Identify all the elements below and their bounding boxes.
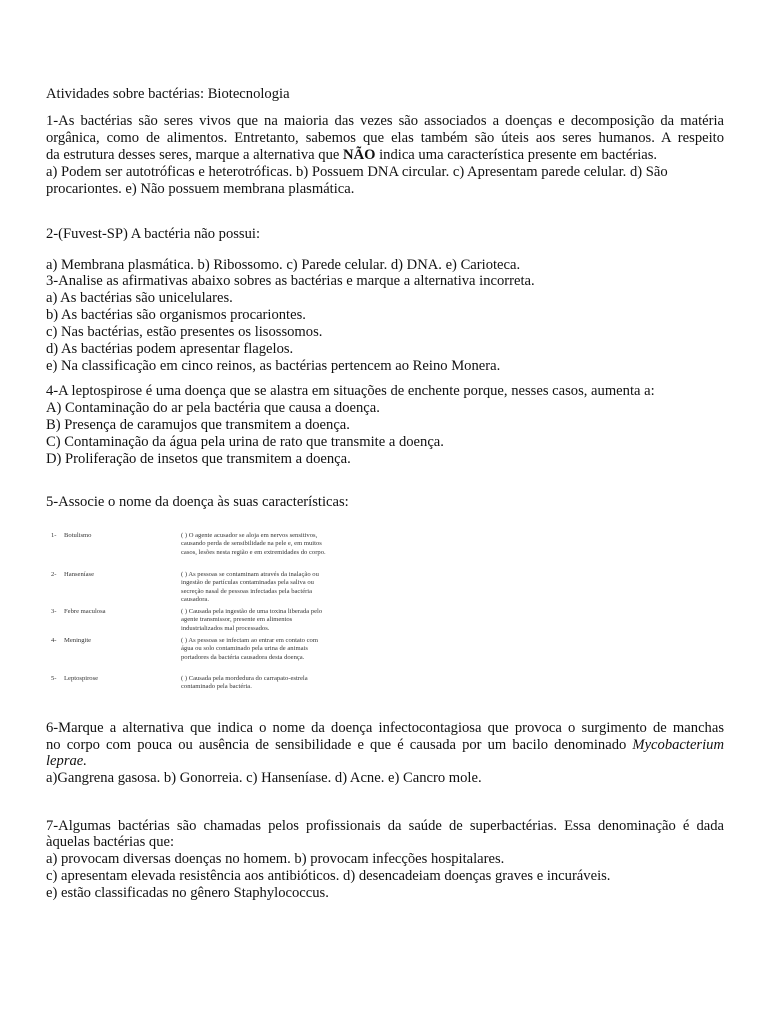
document-title: Atividades sobre bactérias: Biotecnologia — [46, 86, 290, 102]
q6-line-2-text: no corpo com pouca ou ausência de sensibilidade e que é causada por um bacilo denominado — [46, 737, 633, 753]
q4-option-b: B) Presença de caramujos que transmitem a doença. — [46, 417, 350, 433]
disease-description: ( ) As pessoas se infectam ao entrar em contato com água ou solo contaminado pela urina de animais portadores da bactéria causadora desta doença. — [181, 637, 318, 661]
disease-name: Leptospirose — [64, 675, 99, 682]
q7-line-1: 7-Algumas bactérias são chamadas pelos profissionais da saúde de superbactérias. Essa denominação é dada — [46, 818, 724, 834]
q6-species-epithet: leprae. — [46, 753, 87, 769]
q3-option-e: e) Na classificação em cinco reinos, as bactérias pertencem ao Reino Monera. — [46, 358, 501, 374]
q7-line-2: àquelas bactérias que: — [46, 834, 175, 850]
q1-emphasis: NÃO — [343, 147, 376, 163]
q1-line-3-post: indica uma característica presente em bactérias. — [375, 147, 658, 163]
q6-line-2 — [46, 737, 724, 754]
q6-options: a)Gangrena gasosa. b) Gonorreia. c) Hanseníase. d) Acne. e) Cancro mole. — [46, 770, 482, 786]
q3-option-b: b) As bactérias são organismos procariontes. — [46, 307, 306, 323]
q3-option-c: c) Nas bactérias, estão presentes os lisossomos. — [46, 324, 323, 340]
disease-description: ( ) Causada pela ingestão de uma toxina liberada pelo agente transmissor, presente em alimentos industrializados mal processados. — [181, 608, 323, 632]
disease-name: Febre maculosa — [64, 608, 106, 615]
row-number: 5- — [51, 675, 57, 682]
q4-option-c: C) Contaminação da água pela urina de rato que transmite a doença. — [46, 434, 444, 450]
q1-line-3 — [46, 147, 657, 164]
q5-stem: 5-Associe o nome da doença às suas características: — [46, 494, 349, 510]
row-number: 4- — [51, 637, 57, 644]
disease-description: ( ) Causada pela mordedura do carrapato-estrela contaminado pela bactéria. — [181, 675, 308, 691]
q1-line-2: orgânica, como de alimentos. Entretanto, sabemos que elas também são úteis aos seres humanos. A respeito — [46, 130, 724, 146]
q7-options-cd: c) apresentam elevada resistência aos antibióticos. d) desencadeiam doenças graves e incuráveis. — [46, 868, 611, 884]
q7-option-e: e) estão classificadas no gênero Staphylococcus. — [46, 885, 329, 901]
disease-name: Hanseníase — [64, 571, 95, 578]
disease-association-table — [48, 526, 348, 698]
disease-description: ( ) As pessoas se contaminam através da inalação ou ingestão de partículas contaminadas pela saliva ou secreção nasal de pessoas infectadas pela bactéria causadora. — [181, 571, 319, 604]
q3-option-d: d) As bactérias podem apresentar flagelos. — [46, 341, 294, 357]
q1-line-3-pre: da estrutura desses seres, marque a alternativa que — [46, 147, 344, 163]
disease-description: ( ) O agente acusador se aloja em nervos sensitivos, causando perda de sensibilidade na pele e, em muitos casos, lesões nesta região e em extremidades do corpo. — [181, 532, 326, 556]
disease-name: Meningite — [64, 637, 92, 644]
q1-options-line-1: a) Podem ser autotróficas e heterotróficas. b) Possuem DNA circular. c) Apresentam parede celular. d) São — [46, 164, 668, 180]
row-number: 2- — [51, 571, 57, 578]
q4-option-d: D) Proliferação de insetos que transmitem a doença. — [46, 451, 351, 467]
q2-stem: 2-(Fuvest-SP) A bactéria não possui: — [46, 226, 261, 242]
q2-options: a) Membrana plasmática. b) Ribossomo. c) Parede celular. d) DNA. e) Carioteca. — [46, 257, 521, 273]
q1-line-1: 1-As bactérias são seres vivos que na maioria das vezes são associados a doenças e decomposição da matéria — [46, 113, 724, 129]
q4-stem: 4-A leptospirose é uma doença que se alastra em situações de enchente porque, nesses casos, aumenta a: — [46, 383, 655, 399]
q3-option-a: a) As bactérias são unicelulares. — [46, 290, 233, 306]
q4-option-a: A) Contaminação do ar pela bactéria que causa a doença. — [46, 400, 380, 416]
row-number: 3- — [51, 608, 57, 615]
q3-stem: 3-Analise as afirmativas abaixo sobres as bactérias e marque a alternativa incorreta. — [46, 273, 535, 289]
q1-options-line-2: procariontes. e) Não possuem membrana plasmática. — [46, 181, 355, 197]
q6-species-genus: Mycobacterium — [632, 737, 724, 753]
q6-line-1: 6-Marque a alternativa que indica o nome da doença infectocontagiosa que provoca o surgimento de manchas — [46, 720, 724, 736]
q7-options-ab: a) provocam diversas doenças no homem. b) provocam infecções hospitalares. — [46, 851, 505, 867]
row-number: 1- — [51, 532, 57, 539]
disease-name: Botulismo — [64, 532, 92, 539]
